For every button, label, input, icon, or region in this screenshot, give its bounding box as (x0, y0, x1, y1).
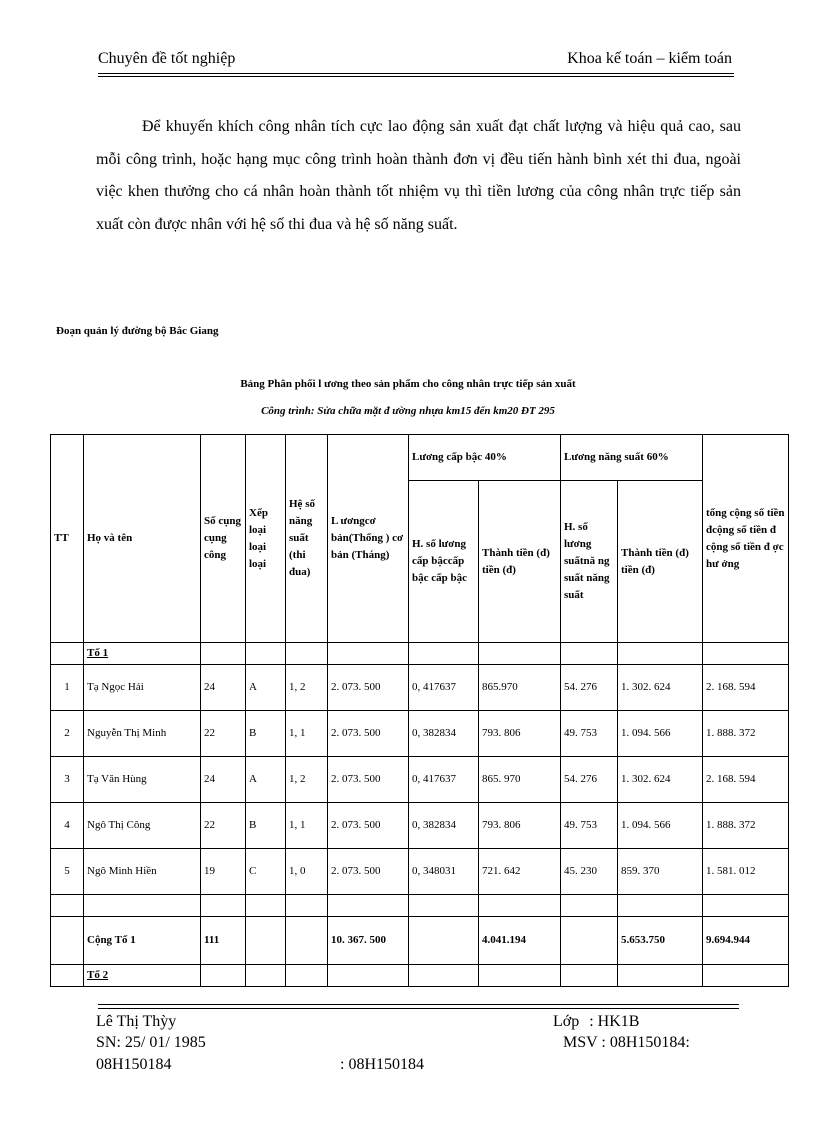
group-label: Tổ 2 (84, 965, 201, 987)
cell-rank: A (246, 757, 286, 803)
cell-hs40: 0, 348031 (409, 849, 479, 895)
table-row (51, 803, 789, 849)
cell-hs40: 0, 382834 (409, 803, 479, 849)
header-name: Họ và tên (84, 435, 201, 643)
cell-base: 2. 073. 500 (328, 803, 409, 849)
header-coef: Hệ số năng suất (thi đua) (286, 435, 328, 643)
footer-code-mid: : 08H150184 (340, 1056, 424, 1073)
cell-tt: 5 (51, 849, 84, 895)
cell-rank: C (246, 849, 286, 895)
cell-hs40: 0, 417637 (409, 665, 479, 711)
header-group-60: Lương năng suất 60% (561, 435, 703, 481)
group-row (51, 643, 789, 665)
organization-name: Đoạn quản lý đường bộ Bắc Giang (56, 325, 219, 337)
cell-days: 24 (201, 665, 246, 711)
header-right: Khoa kế toán – kiểm toán (567, 50, 732, 67)
sum-days: 111 (201, 917, 246, 965)
footer-dob: SN: 25/ 01/ 1985 (96, 1034, 206, 1051)
sum-row (51, 917, 789, 965)
footer-class-value: : HK1B (589, 1013, 640, 1030)
cell-tt: 2 (51, 711, 84, 757)
header-group-40: Lương cấp bậc 40% (409, 435, 561, 481)
cell-rank: B (246, 711, 286, 757)
salary-table (50, 434, 789, 987)
cell-days: 24 (201, 757, 246, 803)
cell-tt: 3 (51, 757, 84, 803)
header-rule-2 (98, 76, 734, 77)
cell-coef: 1, 2 (286, 757, 328, 803)
footer-class-label: Lớp (553, 1013, 580, 1030)
footer-rule (98, 1004, 739, 1005)
sum-tt40: 4.041.194 (479, 917, 561, 965)
cell-tt40: 721. 642 (479, 849, 561, 895)
header-left: Chuyên đề tốt nghiệp (98, 50, 236, 67)
cell-tt60: 859. 370 (618, 849, 703, 895)
table-header-row (51, 435, 789, 481)
cell-hs60: 49. 753 (561, 803, 618, 849)
group-label: Tổ 1 (84, 643, 201, 665)
header-coef-40: H. số lương cấp bậccấp bậc cấp bậc (409, 481, 479, 643)
sum-base: 10. 367. 500 (328, 917, 409, 965)
cell-rank: A (246, 665, 286, 711)
cell-hs40: 0, 417637 (409, 757, 479, 803)
cell-days: 22 (201, 803, 246, 849)
header-amount-60: Thành tiền (đ) tiền (đ) (618, 481, 703, 643)
table-subtitle: Công trình: Sửa chữa mặt đ ường nhựa km15 đến km20 ĐT 295 (261, 405, 555, 417)
cell-base: 2. 073. 500 (328, 711, 409, 757)
cell-tt60: 1. 302. 624 (618, 757, 703, 803)
header-rule (98, 73, 734, 74)
cell-total: 2. 168. 594 (703, 757, 789, 803)
cell-total: 1. 888. 372 (703, 803, 789, 849)
table-row (51, 849, 789, 895)
cell-tt40: 865.970 (479, 665, 561, 711)
cell-name: Ngô Minh Hiền (84, 849, 201, 895)
sum-label: Cộng Tổ 1 (84, 917, 201, 965)
cell-base: 2. 073. 500 (328, 665, 409, 711)
cell-hs60: 54. 276 (561, 757, 618, 803)
cell-hs60: 54. 276 (561, 665, 618, 711)
header-base-salary: L ươngcơ bản(Thống ) cơ bản (Tháng) (328, 435, 409, 643)
cell-coef: 1, 0 (286, 849, 328, 895)
footer-class (553, 1013, 639, 1031)
cell-coef: 1, 1 (286, 711, 328, 757)
header-workdays: Số cụng cụng công (201, 435, 246, 643)
cell-hs60: 49. 753 (561, 711, 618, 757)
header-amount-40: Thành tiền (đ) tiền (đ) (479, 481, 561, 643)
cell-tt60: 1. 094. 566 (618, 711, 703, 757)
footer-msv: MSV : 08H150184: (563, 1034, 690, 1051)
table-row (51, 757, 789, 803)
cell-tt: 1 (51, 665, 84, 711)
cell-coef: 1, 1 (286, 803, 328, 849)
table-row (51, 711, 789, 757)
footer-name: Lê Thị Thỳy (96, 1013, 177, 1030)
table-title: Bảng Phân phối l ương theo sản phẩm cho công nhân trực tiếp sản xuất (240, 378, 576, 390)
header-tt: TT (51, 435, 84, 643)
cell-total: 1. 581. 012 (703, 849, 789, 895)
cell-tt40: 793. 806 (479, 711, 561, 757)
footer-rule-2 (98, 1008, 739, 1009)
sum-total: 9.694.944 (703, 917, 789, 965)
footer-code-left: 08H150184 (96, 1056, 172, 1073)
cell-tt40: 793. 806 (479, 803, 561, 849)
header-coef-60: H. số lương suấtnă ng suất năng suất (561, 481, 618, 643)
spacer-row (51, 895, 789, 917)
cell-days: 22 (201, 711, 246, 757)
cell-tt60: 1. 302. 624 (618, 665, 703, 711)
cell-rank: B (246, 803, 286, 849)
cell-tt40: 865. 970 (479, 757, 561, 803)
header-rank: Xếp loại loại loại (246, 435, 286, 643)
group-row (51, 965, 789, 987)
cell-tt60: 1. 094. 566 (618, 803, 703, 849)
cell-hs40: 0, 382834 (409, 711, 479, 757)
sum-tt60: 5.653.750 (618, 917, 703, 965)
cell-name: Tạ Văn Hùng (84, 757, 201, 803)
body-paragraph: Để khuyến khích công nhân tích cực lao động sản xuất đạt chất lượng và hiệu quả cao, sau mỗi công trình, hoặc hạng mục công trình hoàn thành đơn vị đều tiến hành bình xét thi đua, ngoài việc khen thưởng cho cá nhân hoàn thành tốt nhiệm vụ thì tiền lương của công nhân trực tiếp sản xuất còn được nhân với hệ số thi đua và hệ số năng suất. (96, 118, 741, 233)
cell-total: 2. 168. 594 (703, 665, 789, 711)
cell-days: 19 (201, 849, 246, 895)
cell-total: 1. 888. 372 (703, 711, 789, 757)
cell-coef: 1, 2 (286, 665, 328, 711)
cell-base: 2. 073. 500 (328, 849, 409, 895)
cell-name: Nguyễn Thị Minh (84, 711, 201, 757)
cell-name: Tạ Ngọc Hải (84, 665, 201, 711)
table-row (51, 665, 789, 711)
cell-base: 2. 073. 500 (328, 757, 409, 803)
cell-name: Ngô Thị Công (84, 803, 201, 849)
cell-tt: 4 (51, 803, 84, 849)
header-total: tổng cộng số tiền đcộng số tiền đ cộng số tiền đ ợc hư ởng (703, 435, 789, 643)
cell-hs60: 45. 230 (561, 849, 618, 895)
